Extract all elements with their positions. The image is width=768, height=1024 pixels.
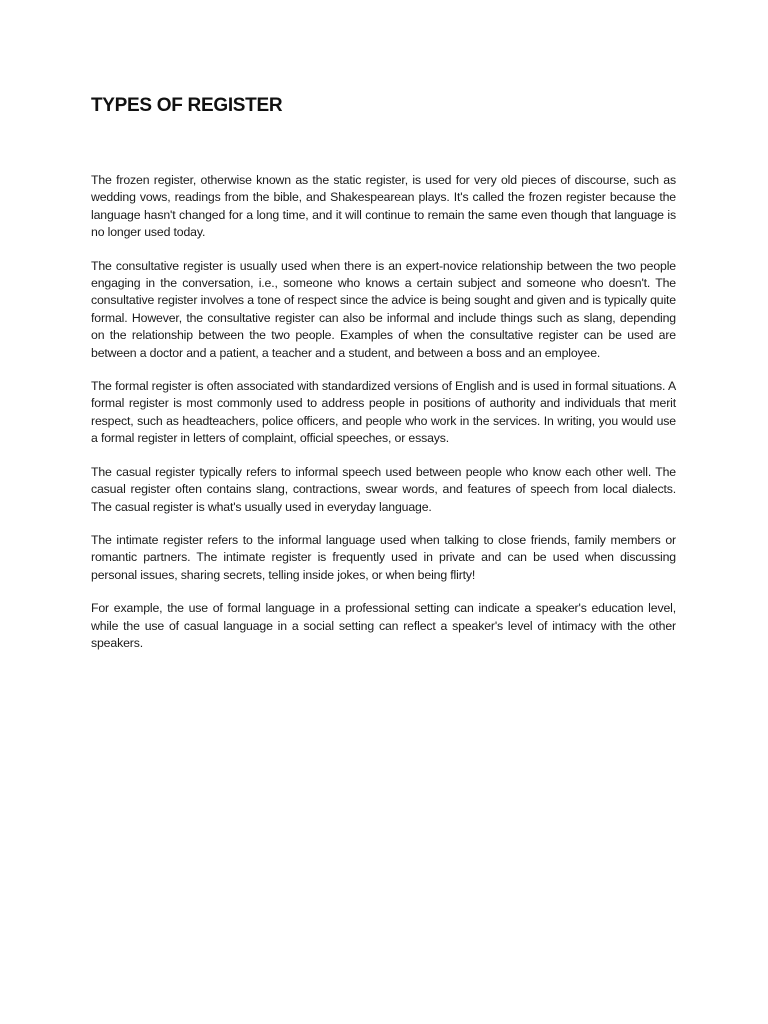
paragraph-consultative-register: The consultative register is usually used when there is an expert-novice relationship between the two people engaging in the conversation, i.e., someone who knows a certain subject and someone who doesn't. The consultative register involves a tone of respect since the advice is being sought and given and is typically quite formal. However, the consultative register can also be informal and include things such as slang, depending on the relationship between the two people. Examples of when the consultative register can be used are between a doctor and a patient, a teacher and a student, and between a boss and an employee. xyxy=(91,258,676,360)
paragraph-example: For example, the use of formal language in a professional setting can indicate a speaker's education level, while the use of casual language in a social setting can reflect a speaker's level of intimacy with the other speakers. xyxy=(91,601,676,650)
page-title: TYPES OF REGISTER xyxy=(91,95,283,116)
paragraph-intimate-register: The intimate register refers to the informal language used when talking to close friends, family members or romantic partners. The intimate register is frequently used in private and can be used when discussing personal issues, sharing secrets, telling inside jokes, or when being flirty! xyxy=(91,532,676,582)
paragraph-formal-register: The formal register is often associated with standardized versions of English and is used in formal situations. A formal register is most commonly used to address people in positions of authority and individuals that merit respect, such as headteachers, police officers, and people who work in the services. In writing, you would use a formal register in letters of complaint, official speeches, or essays. xyxy=(91,379,676,446)
document-body xyxy=(91,172,676,668)
paragraph-frozen-register: The frozen register, otherwise known as the static register, is used for very old pieces of discourse, such as wedding vows, readings from the bible, and Shakespearean plays. It's called the frozen register because the language hasn't changed for a long time, and it will continue to remain the same even though that language is no longer used today. xyxy=(91,173,676,240)
paragraph-casual-register: The casual register typically refers to informal speech used between people who know each other well. The casual register often contains slang, contractions, swear words, and features of speech from local dialects. The casual register is what's usually used in everyday language. xyxy=(91,464,676,514)
